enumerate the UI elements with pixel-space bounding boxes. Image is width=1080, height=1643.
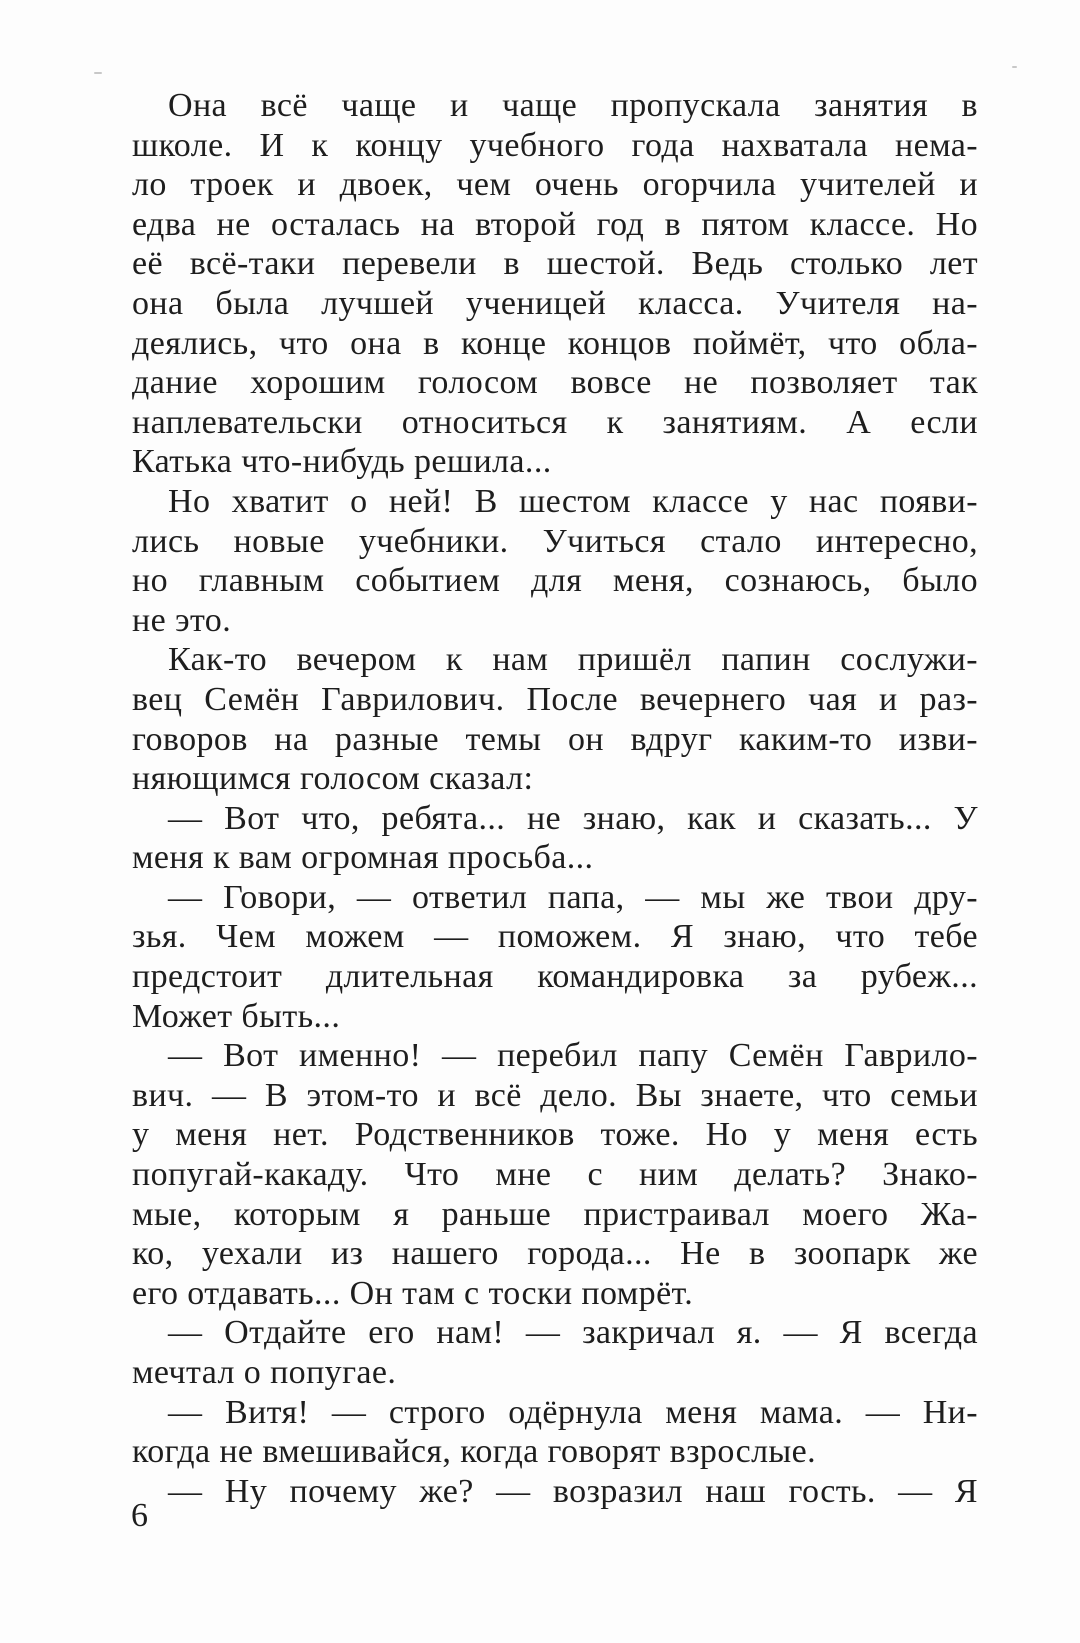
text-line: её всё-таки перевели в шестой. Ведь столько лет [132, 245, 978, 283]
text-line: Может быть... [132, 997, 341, 1035]
text-line: меня к вам огромная просьба... [132, 839, 594, 877]
text-line: но главным событием для меня, сознаюсь, было [132, 562, 978, 600]
text-line: она была лучшей ученицей класса. Учителя на- [132, 284, 978, 322]
text-line: попугай-какаду. Что мне с ним делать? Знако- [132, 1156, 978, 1194]
scan-speck [1012, 66, 1017, 68]
text-line: деялись, что она в конце концов поймёт, что обла- [132, 324, 978, 362]
text-line: мечтал о попугае. [132, 1354, 397, 1391]
text-line: вич. — В этом-то и всё дело. Вы знаете, что семьи [132, 1076, 978, 1114]
page-number: 6 [131, 1497, 148, 1534]
text-line: наплевательски относиться к занятиям. А если [132, 403, 978, 441]
text-line: вец Семён Гаврилович. После вечернего чая и раз- [132, 680, 978, 718]
text-line: — Вот именно! — перебил папу Семён Гаврило- [168, 1037, 978, 1075]
text-line: когда не вмешивайся, когда говорят взрослые. [132, 1433, 817, 1471]
text-line: его отдавать... Он там с тоски помрёт. [132, 1274, 694, 1312]
text-line: Катька что-нибудь решила... [132, 443, 552, 481]
text-line: — Ну почему же? — возразил наш гость. — Я [168, 1472, 978, 1510]
text-line: мые, которым я раньше пристраивал моего Жа- [132, 1195, 978, 1233]
text-line: дание хорошим голосом вовсе не позволяет так [132, 364, 978, 402]
text-line: лись новые учебники. Учиться стало интересно, [132, 522, 978, 560]
text-line: школе. И к концу учебного года нахватала нема- [132, 126, 978, 164]
body-text [132, 86, 978, 1511]
text-line: ло троек и двоек, чем очень огорчила учителей и [132, 166, 978, 204]
text-line: Как-то вечером к нам пришёл папин сослужи- [168, 641, 978, 679]
text-line: няющимся голосом сказал: [132, 760, 534, 798]
text-line: едва не осталась на второй год в пятом классе. Но [132, 205, 978, 243]
text-line: не это. [132, 601, 232, 639]
text-line: ко, уехали из нашего города... Не в зоопарк же [132, 1235, 978, 1273]
text-line: Она всё чаще и чаще пропускала занятия в [168, 87, 978, 124]
text-line: предстоит длительная командировка за рубеж... [132, 958, 978, 996]
text-line: у меня нет. Родственников тоже. Но у меня есть [132, 1116, 978, 1154]
text-line: — Говори, — ответил папа, — мы же твои дру- [168, 878, 978, 916]
text-line: говоров на разные темы он вдруг каким-то изви- [132, 720, 978, 758]
scan-speck [94, 72, 102, 74]
text-line: Но хватит о ней! В шестом классе у нас появи- [168, 482, 978, 520]
text-line: зья. Чем можем — поможем. Я знаю, что тебе [132, 918, 978, 956]
text-line: — Витя! — строго одёрнула меня мама. — Ни- [168, 1393, 978, 1431]
text-line: — Вот что, ребята... не знаю, как и сказать... У [168, 799, 978, 837]
text-line: — Отдайте его нам! — закричал я. — Я всегда [168, 1314, 978, 1352]
